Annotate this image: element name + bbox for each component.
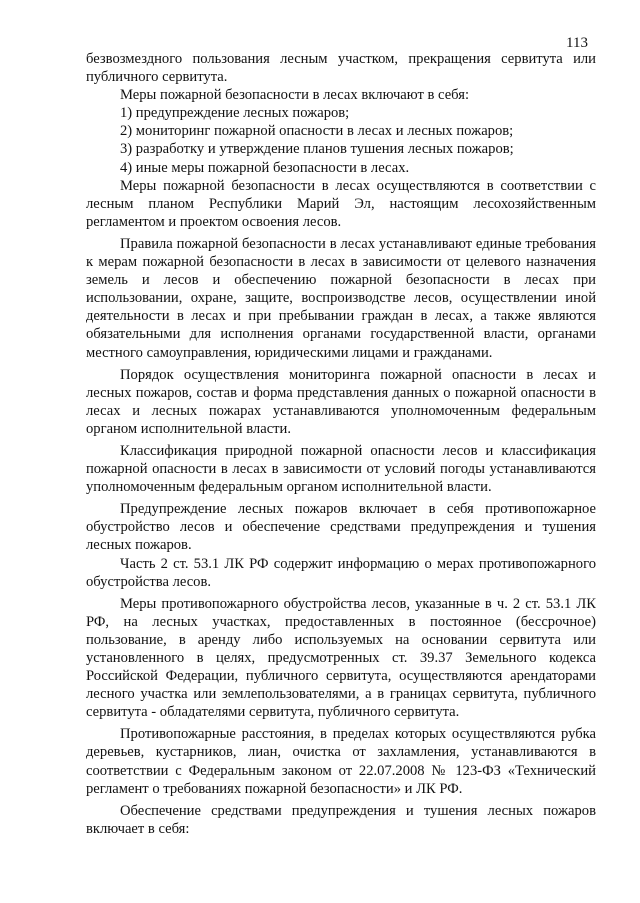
list-item-4: 4) иные меры пожарной безопасности в лесах.: [120, 159, 410, 176]
page-number: 113: [566, 35, 588, 51]
list-item-3: 3) разработку и утверждение планов тушения лесных пожаров;: [120, 141, 514, 158]
paragraph-equipment-provision: Обеспечение средствами предупреждения и тушения лесных пожаров включает в себя:: [86, 802, 596, 837]
paragraph-classification: Классификация природной пожарной опасности лесов и классификация пожарной опасности в лесах в зависимости от условий погоды устанавливаются уполномоченным федеральным органом исполнительной власти.: [86, 442, 596, 496]
paragraph-fire-distances: Противопожарные расстояния, в пределах которых осуществляются рубка деревьев, кустарников, лиан, очистка от захламления, устанавливаются в соответствии с Федеральным законом от 22.07.2008 № 123-ФЗ «Технический регламент о требованиях пожарной безопасности» и ЛК РФ.: [86, 726, 596, 797]
list-item-2: 2) мониторинг пожарной опасности в лесах и лесных пожаров;: [120, 123, 514, 140]
paragraph-fire-safety-rules: Правила пожарной безопасности в лесах устанавливают единые требования к мерам пожарной безопасности в лесах в зависимости от целевого назначения земель и лесов и обеспечению пожарной безопасности в лесах при использовании, охране, защите, воспроизводстве лесов, осуществлении иной деятельности в лесах и при пребывании граждан в лесах, а также являются обязательными для исполнения органами государственной власти, органами местного самоуправления, юридическими лицами и гражданами.: [86, 235, 596, 361]
paragraph-monitoring-procedure: Порядок осуществления мониторинга пожарной опасности в лесах и лесных пожаров, состав и форма представления данных о пожарной опасности в лесах и лесных пожарах устанавливаются уполномоченным федеральным органом исполнительной власти.: [86, 366, 596, 437]
paragraph-measures-compliance: Меры пожарной безопасности в лесах осуществляются в соответствии с лесным планом Республики Марий Эл, настоящим лесохозяйственным регламентом и проектом освоения лесов.: [86, 177, 596, 230]
document-body: [86, 50, 596, 838]
paragraph-article-reference: Часть 2 ст. 53.1 ЛК РФ содержит информацию о мерах противопожарного обустройства лесов.: [86, 555, 596, 590]
paragraph-continuation: безвозмездного пользования лесным участком, прекращения сервитута или публичного сервитута.: [86, 51, 596, 86]
list-item-1: 1) предупреждение лесных пожаров;: [120, 105, 350, 122]
paragraph-fire-safety-measures-intro: Меры пожарной безопасности в лесах включают в себя:: [120, 87, 469, 104]
paragraph-fire-prevention: Предупреждение лесных пожаров включает в себя противопожарное обустройство лесов и обеспечение средствами предупреждения и тушения лесных пожаров.: [86, 501, 596, 554]
paragraph-fire-arrangement-measures: Меры противопожарного обустройства лесов, указанные в ч. 2 ст. 53.1 ЛК РФ, на лесных участках, предоставленных в постоянное (бессрочное) пользование, в аренду либо используемых на основании сервитута или установленного в целях, предусмотренных ст. 39.37 Земельного кодекса Российской Федерации, публичного сервитута, осуществляются арендаторами лесного участка или землепользователями, а в границах сервитута, публичного сервитута - обладателями сервитута, публичного сервитута.: [86, 595, 596, 721]
